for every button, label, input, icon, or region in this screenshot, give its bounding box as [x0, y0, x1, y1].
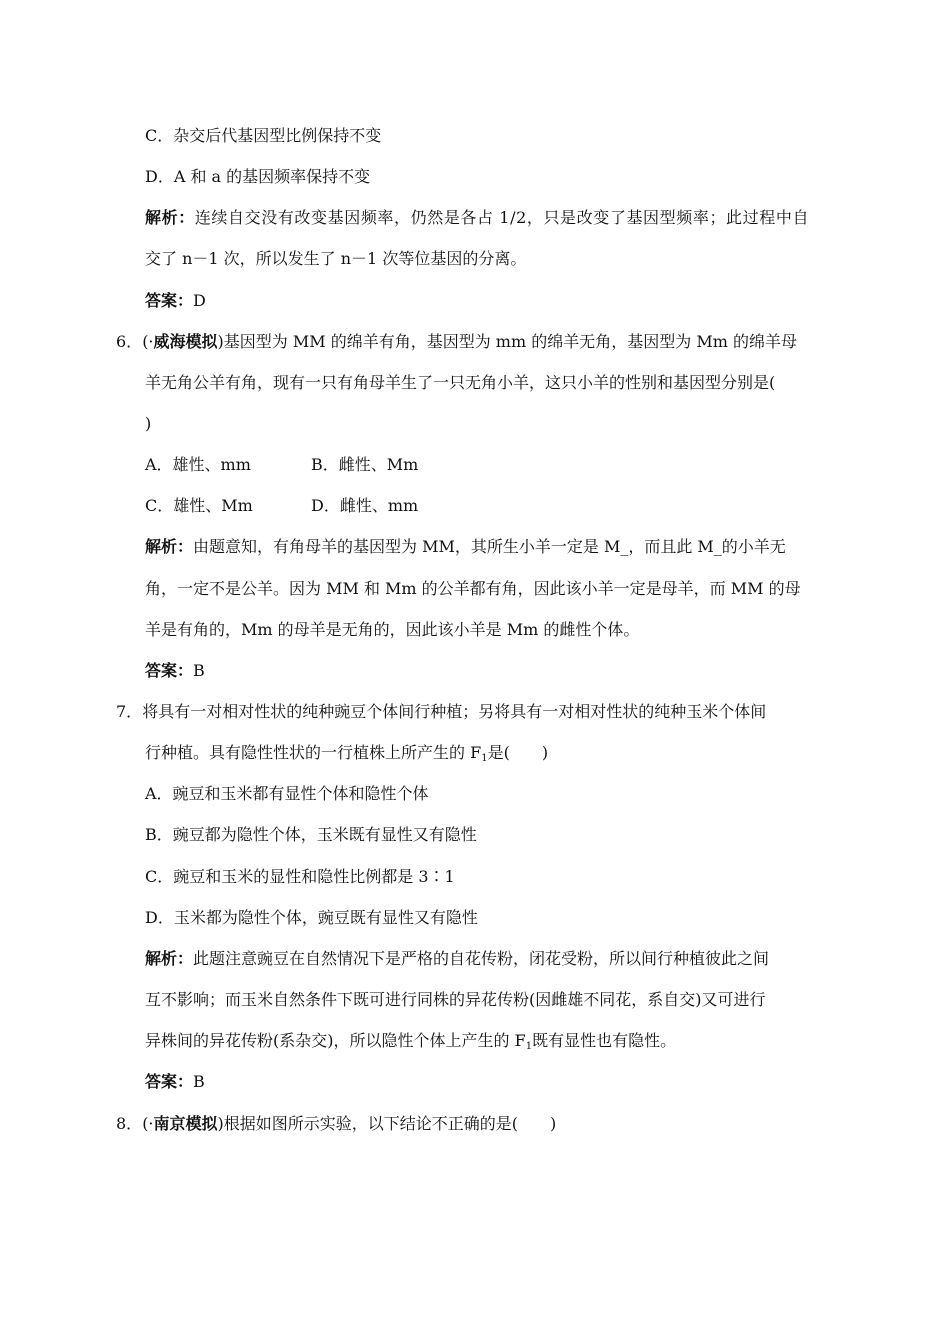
q7-option-b: B．豌豆都为隐性个体，玉米既有显性又有隐性 [145, 825, 477, 844]
source-suffix: ) [217, 332, 224, 351]
q6-option-d: D．雌性、mm [311, 496, 419, 515]
answer-label: 答案： [145, 291, 194, 310]
q7-analysis-line2: 互不影响；而玉米自然条件下既可进行同株的异花传粉(因雌雄不同花，系自交)又可进行 [145, 990, 766, 1009]
q6-stem-line3: ) [145, 414, 152, 433]
answer-value: D [193, 291, 206, 310]
answer-value: B [193, 1072, 205, 1091]
stem-text-end: 是( ) [487, 743, 549, 762]
q7-analysis-line3 [145, 1030, 676, 1052]
q6-answer [145, 660, 205, 682]
q6-analysis-line1 [145, 536, 786, 558]
question-number: 8． [116, 1114, 143, 1133]
source-suffix: ) [217, 1114, 224, 1133]
analysis-text-end: 既有显性也有隐性。 [532, 1031, 677, 1050]
subscript: 1 [525, 1041, 533, 1052]
q5-answer [145, 290, 206, 312]
analysis-label: 解析： [145, 208, 195, 227]
q7-option-c: C．豌豆和玉米的显性和隐性比例都是 3∶1 [145, 867, 455, 886]
answer-label: 答案： [145, 1072, 194, 1091]
q7-stem-line1 [116, 701, 766, 723]
analysis-text: 连续自交没有改变基因频率，仍然是各占 1/2，只是改变了基因型频率；此过程中自 [194, 208, 810, 227]
q5-analysis-line2: 交了 n－1 次，所以发生了 n－1 次等位基因的分离。 [145, 249, 527, 268]
stem-text: 根据如图所示实验，以下结论不正确的是( ) [223, 1114, 557, 1133]
q6-option-a: A．雄性、mm [145, 455, 251, 474]
analysis-text: 由题意知，有角母羊的基因型为 MM，其所生小羊一定是 M_，而且此 M_的小羊无 [193, 537, 786, 556]
analysis-label: 解析： [145, 949, 194, 968]
q5-analysis-line1 [145, 207, 809, 229]
q6-analysis-line3: 羊是有角的，Mm 的母羊是无角的，因此该小羊是 Mm 的雌性个体。 [145, 620, 640, 639]
analysis-text: 此题注意豌豆在自然情况下是严格的自花传粉，闭花受粉，所以间行种植彼此之间 [193, 949, 770, 968]
source-prefix: (· [142, 1114, 154, 1133]
analysis-label: 解析： [145, 537, 194, 556]
q6-option-c: C．雄性、Mm [145, 496, 253, 515]
answer-value: B [193, 661, 205, 680]
stem-text: 将具有一对相对性状的纯种豌豆个体间行种植；另将具有一对相对性状的纯种玉米个体间 [142, 702, 767, 721]
source-name: 威海模拟 [153, 332, 218, 351]
q7-stem-line2 [145, 742, 548, 764]
analysis-text: 异株间的异花传粉(系杂交)，所以隐性个体上产生的 F [145, 1031, 526, 1050]
q8-stem-line1 [116, 1113, 556, 1135]
q6-options-cd [145, 495, 545, 517]
question-number: 6． [116, 332, 143, 351]
question-number: 7． [116, 702, 143, 721]
q6-analysis-line2: 角，一定不是公羊。因为 MM 和 Mm 的公羊都有角，因此该小羊一定是母羊，而 MM 的母 [145, 579, 801, 598]
q6-options-ab [145, 454, 545, 476]
q7-option-a: A．豌豆和玉米都有显性个体和隐性个体 [145, 784, 429, 803]
q7-option-d: D．玉米都为隐性个体，豌豆既有显性又有隐性 [145, 908, 478, 927]
q7-analysis-line1 [145, 948, 769, 970]
source-name: 南京模拟 [153, 1114, 218, 1133]
stem-text: 行种植。具有隐性性状的一行植株上所产生的 F [145, 743, 482, 762]
q7-answer [145, 1071, 205, 1093]
q6-stem-line2: 羊无角公羊有角，现有一只有角母羊生了一只无角小羊，这只小羊的性别和基因型分别是( [145, 373, 776, 392]
q5-option-d: D．A 和 a 的基因频率保持不变 [145, 167, 371, 186]
subscript: 1 [481, 753, 488, 764]
answer-label: 答案： [145, 661, 194, 680]
q6-stem-line1 [116, 331, 797, 353]
q6-option-b: B．雌性、Mm [311, 455, 419, 474]
source-prefix: (· [142, 332, 154, 351]
stem-text: 基因型为 MM 的绵羊有角，基因型为 mm 的绵羊无角，基因型为 Mm 的绵羊母 [223, 332, 797, 351]
q5-option-c: C．杂交后代基因型比例保持不变 [145, 126, 382, 145]
